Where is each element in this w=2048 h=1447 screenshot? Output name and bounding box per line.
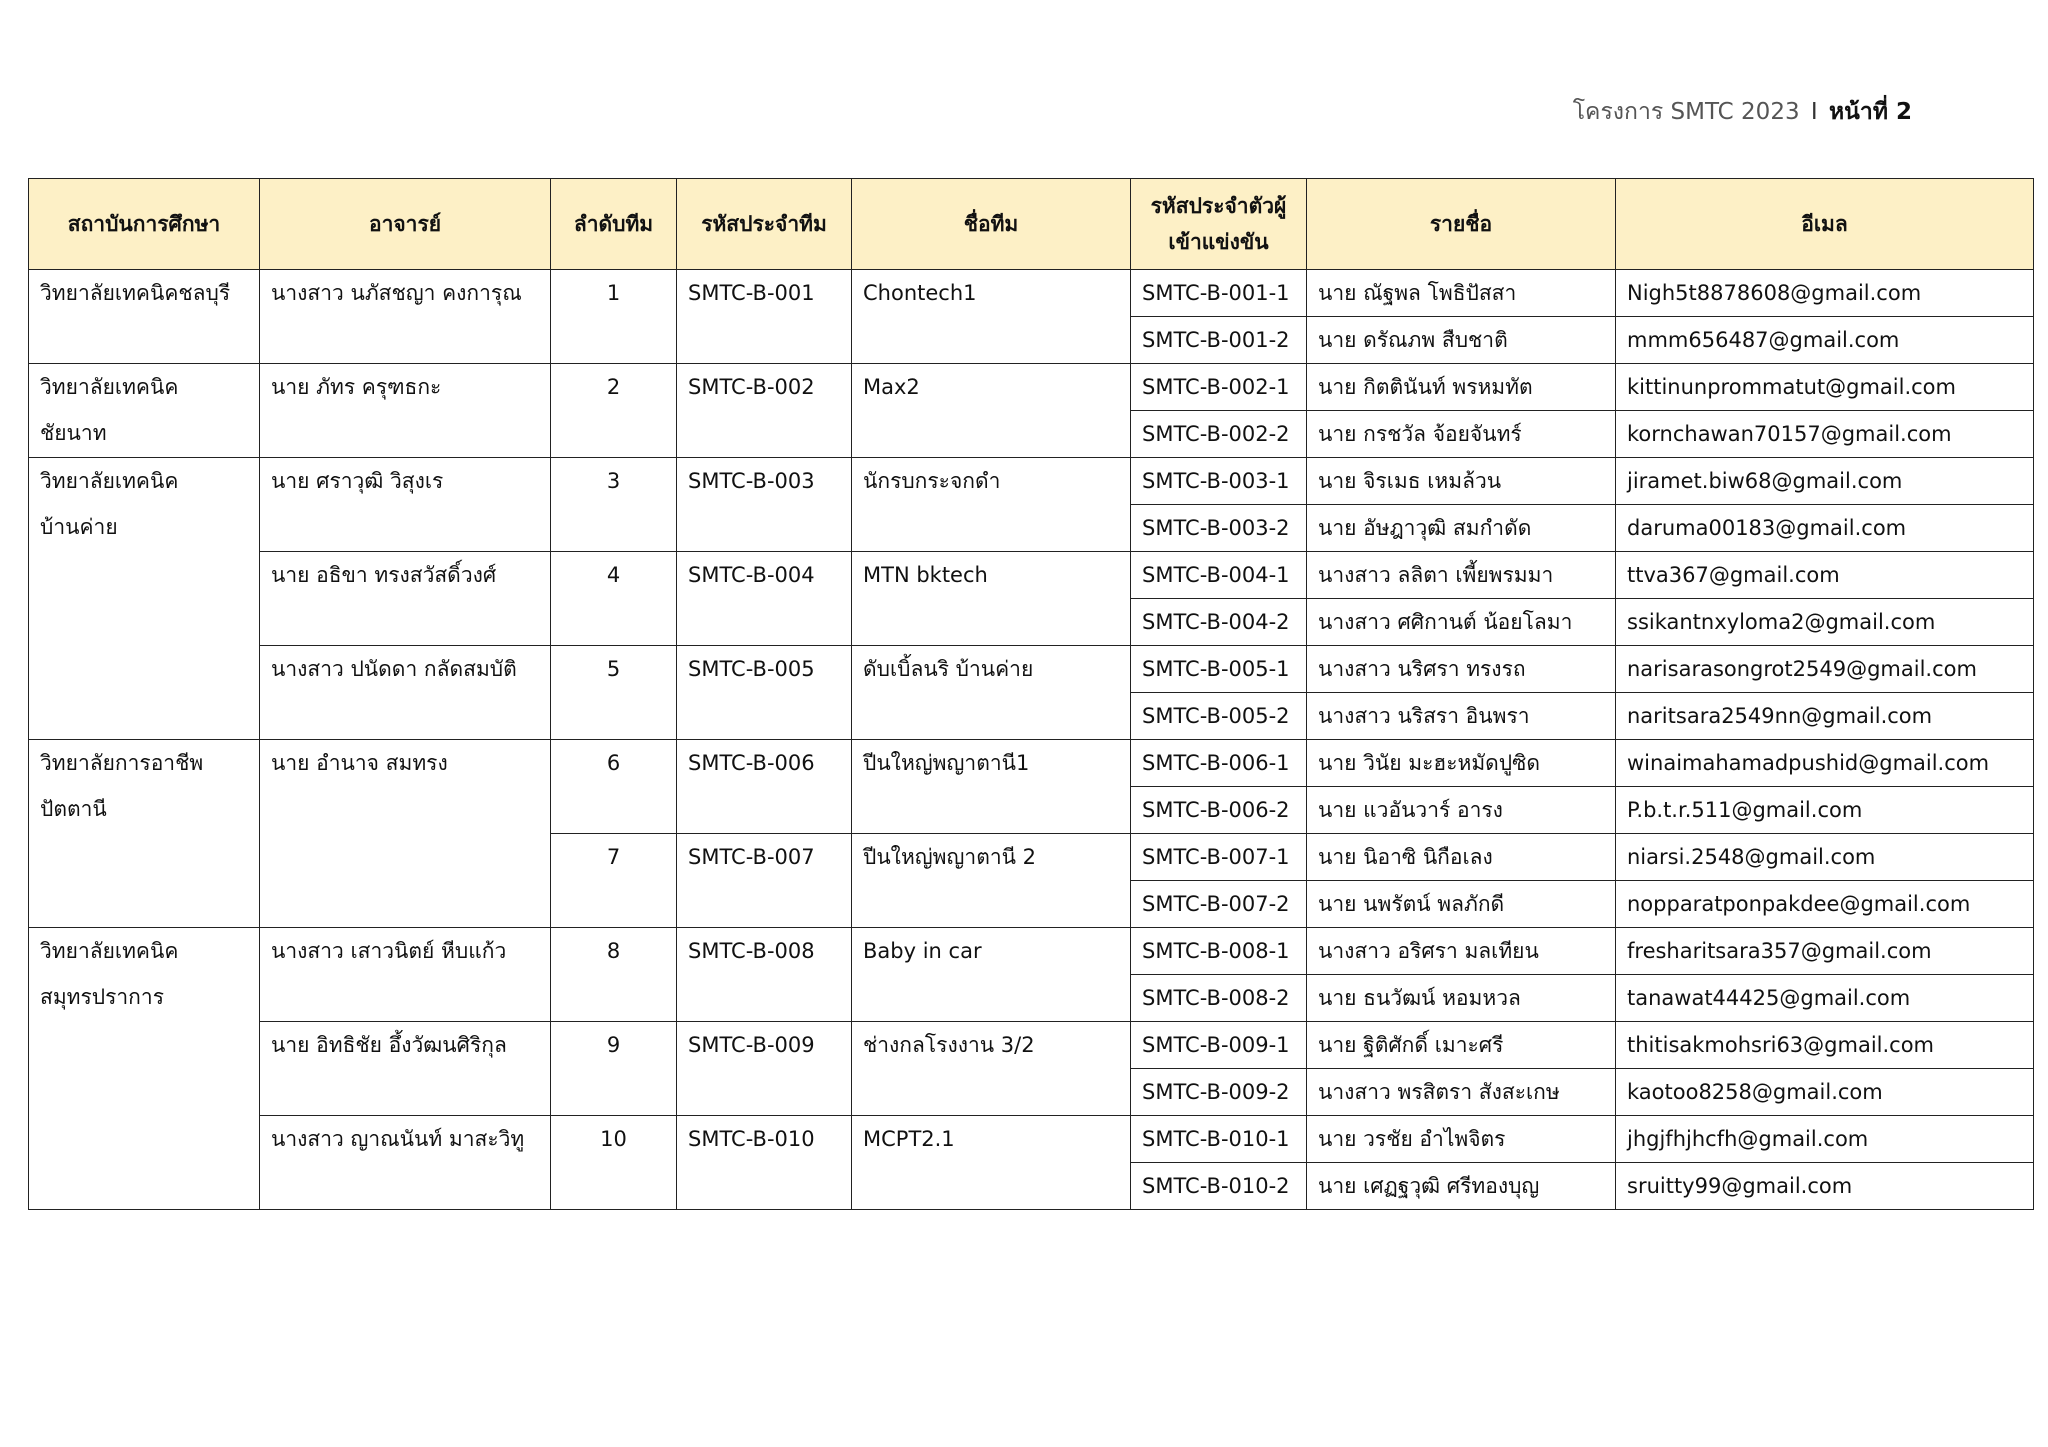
member-email-cell: Nigh5t8878608@gmail.com bbox=[1616, 270, 2034, 317]
team-code-cell: SMTC-B-005 bbox=[677, 646, 852, 740]
member-email-cell: nopparatponpakdee@gmail.com bbox=[1616, 881, 2034, 928]
institution-cell: วิทยาลัยเทคนิค ชัยนาท bbox=[29, 364, 260, 458]
member-id-cell: SMTC-B-005-2 bbox=[1131, 693, 1307, 740]
team-name-cell: นักรบกระจกดำ bbox=[852, 458, 1131, 552]
member-name-cell: นางสาว นริศรา ทรงรถ bbox=[1307, 646, 1616, 693]
table-row bbox=[29, 1116, 2034, 1163]
institution-cell: วิทยาลัยเทคนิค บ้านค่าย bbox=[29, 458, 260, 740]
member-name-cell: นางสาว ลลิตา เพี้ยพรมมา bbox=[1307, 552, 1616, 599]
member-name-cell: นาย กิตตินันท์ พรหมทัต bbox=[1307, 364, 1616, 411]
institution-cell: วิทยาลัยเทคนิคชลบุรี bbox=[29, 270, 260, 364]
table-row bbox=[29, 270, 2034, 317]
member-id-cell: SMTC-B-008-2 bbox=[1131, 975, 1307, 1022]
page-number: หน้าที่ 2 bbox=[1829, 99, 1912, 125]
table-row bbox=[29, 646, 2034, 693]
member-name-cell: นาย กรชวัล จ้อยจันทร์ bbox=[1307, 411, 1616, 458]
member-email-cell: tanawat44425@gmail.com bbox=[1616, 975, 2034, 1022]
column-header-member-id: รหัสประจำตัวผู้เข้าแข่งขัน bbox=[1131, 179, 1307, 270]
teacher-cell: นาย อำนาจ สมทรง bbox=[260, 740, 551, 928]
team-code-cell: SMTC-B-007 bbox=[677, 834, 852, 928]
member-id-cell: SMTC-B-010-1 bbox=[1131, 1116, 1307, 1163]
member-name-cell: นาย ฐิติศักดิ์ เมาะศรี bbox=[1307, 1022, 1616, 1069]
member-id-cell: SMTC-B-009-2 bbox=[1131, 1069, 1307, 1116]
member-id-cell: SMTC-B-009-1 bbox=[1131, 1022, 1307, 1069]
teacher-cell: นาย ภัทร ครุฑธกะ bbox=[260, 364, 551, 458]
institution-cell: วิทยาลัยเทคนิค สมุทรปราการ bbox=[29, 928, 260, 1210]
member-email-cell: kittinunprommatut@gmail.com bbox=[1616, 364, 2034, 411]
member-email-cell: mmm656487@gmail.com bbox=[1616, 317, 2034, 364]
member-email-cell: jhgjfhjhcfh@gmail.com bbox=[1616, 1116, 2034, 1163]
member-email-cell: ssikantnxyloma2@gmail.com bbox=[1616, 599, 2034, 646]
team-name-cell: Max2 bbox=[852, 364, 1131, 458]
team-name-cell: Chontech1 bbox=[852, 270, 1131, 364]
column-header-team-code: รหัสประจำทีม bbox=[677, 179, 852, 270]
member-email-cell: ttva367@gmail.com bbox=[1616, 552, 2034, 599]
member-id-cell: SMTC-B-007-1 bbox=[1131, 834, 1307, 881]
team-no-cell: 8 bbox=[551, 928, 677, 1022]
member-email-cell: daruma00183@gmail.com bbox=[1616, 505, 2034, 552]
project-title: โครงการ SMTC 2023 bbox=[1572, 99, 1800, 125]
team-no-cell: 7 bbox=[551, 834, 677, 928]
member-email-cell: sruitty99@gmail.com bbox=[1616, 1163, 2034, 1210]
member-email-cell: P.b.t.r.511@gmail.com bbox=[1616, 787, 2034, 834]
member-id-cell: SMTC-B-004-2 bbox=[1131, 599, 1307, 646]
team-name-cell: ปีนใหญ่พญาตานี1 bbox=[852, 740, 1131, 834]
member-name-cell: นาย นพรัตน์ พลภักดี bbox=[1307, 881, 1616, 928]
member-email-cell: kaotoo8258@gmail.com bbox=[1616, 1069, 2034, 1116]
member-name-cell: นาย วรชัย อำไพจิตร bbox=[1307, 1116, 1616, 1163]
table-header-row bbox=[29, 179, 2034, 270]
member-email-cell: jiramet.biw68@gmail.com bbox=[1616, 458, 2034, 505]
member-id-cell: SMTC-B-001-2 bbox=[1131, 317, 1307, 364]
member-id-cell: SMTC-B-010-2 bbox=[1131, 1163, 1307, 1210]
team-code-cell: SMTC-B-006 bbox=[677, 740, 852, 834]
column-header-team-no: ลำดับทีม bbox=[551, 179, 677, 270]
member-name-cell: นาย แวอันวาร์ อารง bbox=[1307, 787, 1616, 834]
member-email-cell: kornchawan70157@gmail.com bbox=[1616, 411, 2034, 458]
member-id-cell: SMTC-B-003-2 bbox=[1131, 505, 1307, 552]
column-header-institution: สถาบันการศึกษา bbox=[29, 179, 260, 270]
member-id-cell: SMTC-B-002-2 bbox=[1131, 411, 1307, 458]
member-email-cell: thitisakmohsri63@gmail.com bbox=[1616, 1022, 2034, 1069]
member-email-cell: narisarasongrot2549@gmail.com bbox=[1616, 646, 2034, 693]
team-name-cell: MTN bktech bbox=[852, 552, 1131, 646]
member-id-cell: SMTC-B-003-1 bbox=[1131, 458, 1307, 505]
team-no-cell: 1 bbox=[551, 270, 677, 364]
member-id-cell: SMTC-B-002-1 bbox=[1131, 364, 1307, 411]
team-no-cell: 5 bbox=[551, 646, 677, 740]
teacher-cell: นาย อธิขา ทรงสวัสดิ์วงศ์ bbox=[260, 552, 551, 646]
table-row bbox=[29, 1022, 2034, 1069]
member-name-cell: นาย จิรเมธ เหมล้วน bbox=[1307, 458, 1616, 505]
column-header-member-name: รายชื่อ bbox=[1307, 179, 1616, 270]
member-name-cell: นาย เศฏฐวุฒิ ศรีทองบุญ bbox=[1307, 1163, 1616, 1210]
team-no-cell: 10 bbox=[551, 1116, 677, 1210]
team-code-cell: SMTC-B-002 bbox=[677, 364, 852, 458]
team-code-cell: SMTC-B-001 bbox=[677, 270, 852, 364]
team-no-cell: 4 bbox=[551, 552, 677, 646]
team-name-cell: MCPT2.1 bbox=[852, 1116, 1131, 1210]
member-name-cell: นางสาว นริสรา อินพรา bbox=[1307, 693, 1616, 740]
member-name-cell: นางสาว พรสิตรา สังสะเกษ bbox=[1307, 1069, 1616, 1116]
member-email-cell: winaimahamadpushid@gmail.com bbox=[1616, 740, 2034, 787]
teacher-cell: นางสาว ปนัดดา กลัดสมบัติ bbox=[260, 646, 551, 740]
member-name-cell: นาย วินัย มะฮะหมัดปูซิด bbox=[1307, 740, 1616, 787]
team-name-cell: ปีนใหญ่พญาตานี 2 bbox=[852, 834, 1131, 928]
page-header bbox=[1573, 94, 1912, 130]
member-id-cell: SMTC-B-005-1 bbox=[1131, 646, 1307, 693]
team-name-cell: ช่างกลโรงงาน 3/2 bbox=[852, 1022, 1131, 1116]
team-name-cell: Baby in car bbox=[852, 928, 1131, 1022]
institution-cell: วิทยาลัยการอาชีพ ปัตตานี bbox=[29, 740, 260, 928]
column-header-teacher: อาจารย์ bbox=[260, 179, 551, 270]
teacher-cell: นางสาว ญาณนันท์ มาสะวิทู bbox=[260, 1116, 551, 1210]
member-id-cell: SMTC-B-008-1 bbox=[1131, 928, 1307, 975]
team-roster-table bbox=[28, 178, 2034, 1210]
member-id-cell: SMTC-B-006-2 bbox=[1131, 787, 1307, 834]
column-header-team-name: ชื่อทีม bbox=[852, 179, 1131, 270]
member-name-cell: นาย ธนวัฒน์ หอมหวล bbox=[1307, 975, 1616, 1022]
team-code-cell: SMTC-B-003 bbox=[677, 458, 852, 552]
table-row bbox=[29, 740, 2034, 787]
team-no-cell: 9 bbox=[551, 1022, 677, 1116]
table-row bbox=[29, 552, 2034, 599]
team-name-cell: ดับเบิ้ลนริ บ้านค่าย bbox=[852, 646, 1131, 740]
team-no-cell: 6 bbox=[551, 740, 677, 834]
member-email-cell: naritsara2549nn@gmail.com bbox=[1616, 693, 2034, 740]
member-id-cell: SMTC-B-004-1 bbox=[1131, 552, 1307, 599]
teacher-cell: นางสาว นภัสชญา คงการุณ bbox=[260, 270, 551, 364]
member-name-cell: นาย นิอาซิ นิกือเลง bbox=[1307, 834, 1616, 881]
team-code-cell: SMTC-B-004 bbox=[677, 552, 852, 646]
table-row bbox=[29, 458, 2034, 505]
team-code-cell: SMTC-B-009 bbox=[677, 1022, 852, 1116]
teacher-cell: นางสาว เสาวนิตย์ หีบแก้ว bbox=[260, 928, 551, 1022]
member-name-cell: นางสาว ศศิกานต์ น้อยโลมา bbox=[1307, 599, 1616, 646]
member-email-cell: niarsi.2548@gmail.com bbox=[1616, 834, 2034, 881]
table-row bbox=[29, 364, 2034, 411]
teacher-cell: นาย อิทธิชัย อึ้งวัฒนศิริกุล bbox=[260, 1022, 551, 1116]
member-id-cell: SMTC-B-001-1 bbox=[1131, 270, 1307, 317]
team-no-cell: 3 bbox=[551, 458, 677, 552]
member-name-cell: นางสาว อริศรา มลเทียน bbox=[1307, 928, 1616, 975]
member-name-cell: นาย ณัฐพล โพธิปัสสา bbox=[1307, 270, 1616, 317]
team-code-cell: SMTC-B-010 bbox=[677, 1116, 852, 1210]
team-no-cell: 2 bbox=[551, 364, 677, 458]
table-row bbox=[29, 928, 2034, 975]
member-name-cell: นาย อัษฎาวุฒิ สมกำดัด bbox=[1307, 505, 1616, 552]
member-id-cell: SMTC-B-007-2 bbox=[1131, 881, 1307, 928]
column-header-email: อีเมล bbox=[1616, 179, 2034, 270]
member-name-cell: นาย ดรัณภพ สืบชาติ bbox=[1307, 317, 1616, 364]
header-separator: I bbox=[1810, 99, 1818, 125]
teacher-cell: นาย ศราวุฒิ วิสุงเร bbox=[260, 458, 551, 552]
team-code-cell: SMTC-B-008 bbox=[677, 928, 852, 1022]
member-email-cell: fresharitsara357@gmail.com bbox=[1616, 928, 2034, 975]
member-id-cell: SMTC-B-006-1 bbox=[1131, 740, 1307, 787]
